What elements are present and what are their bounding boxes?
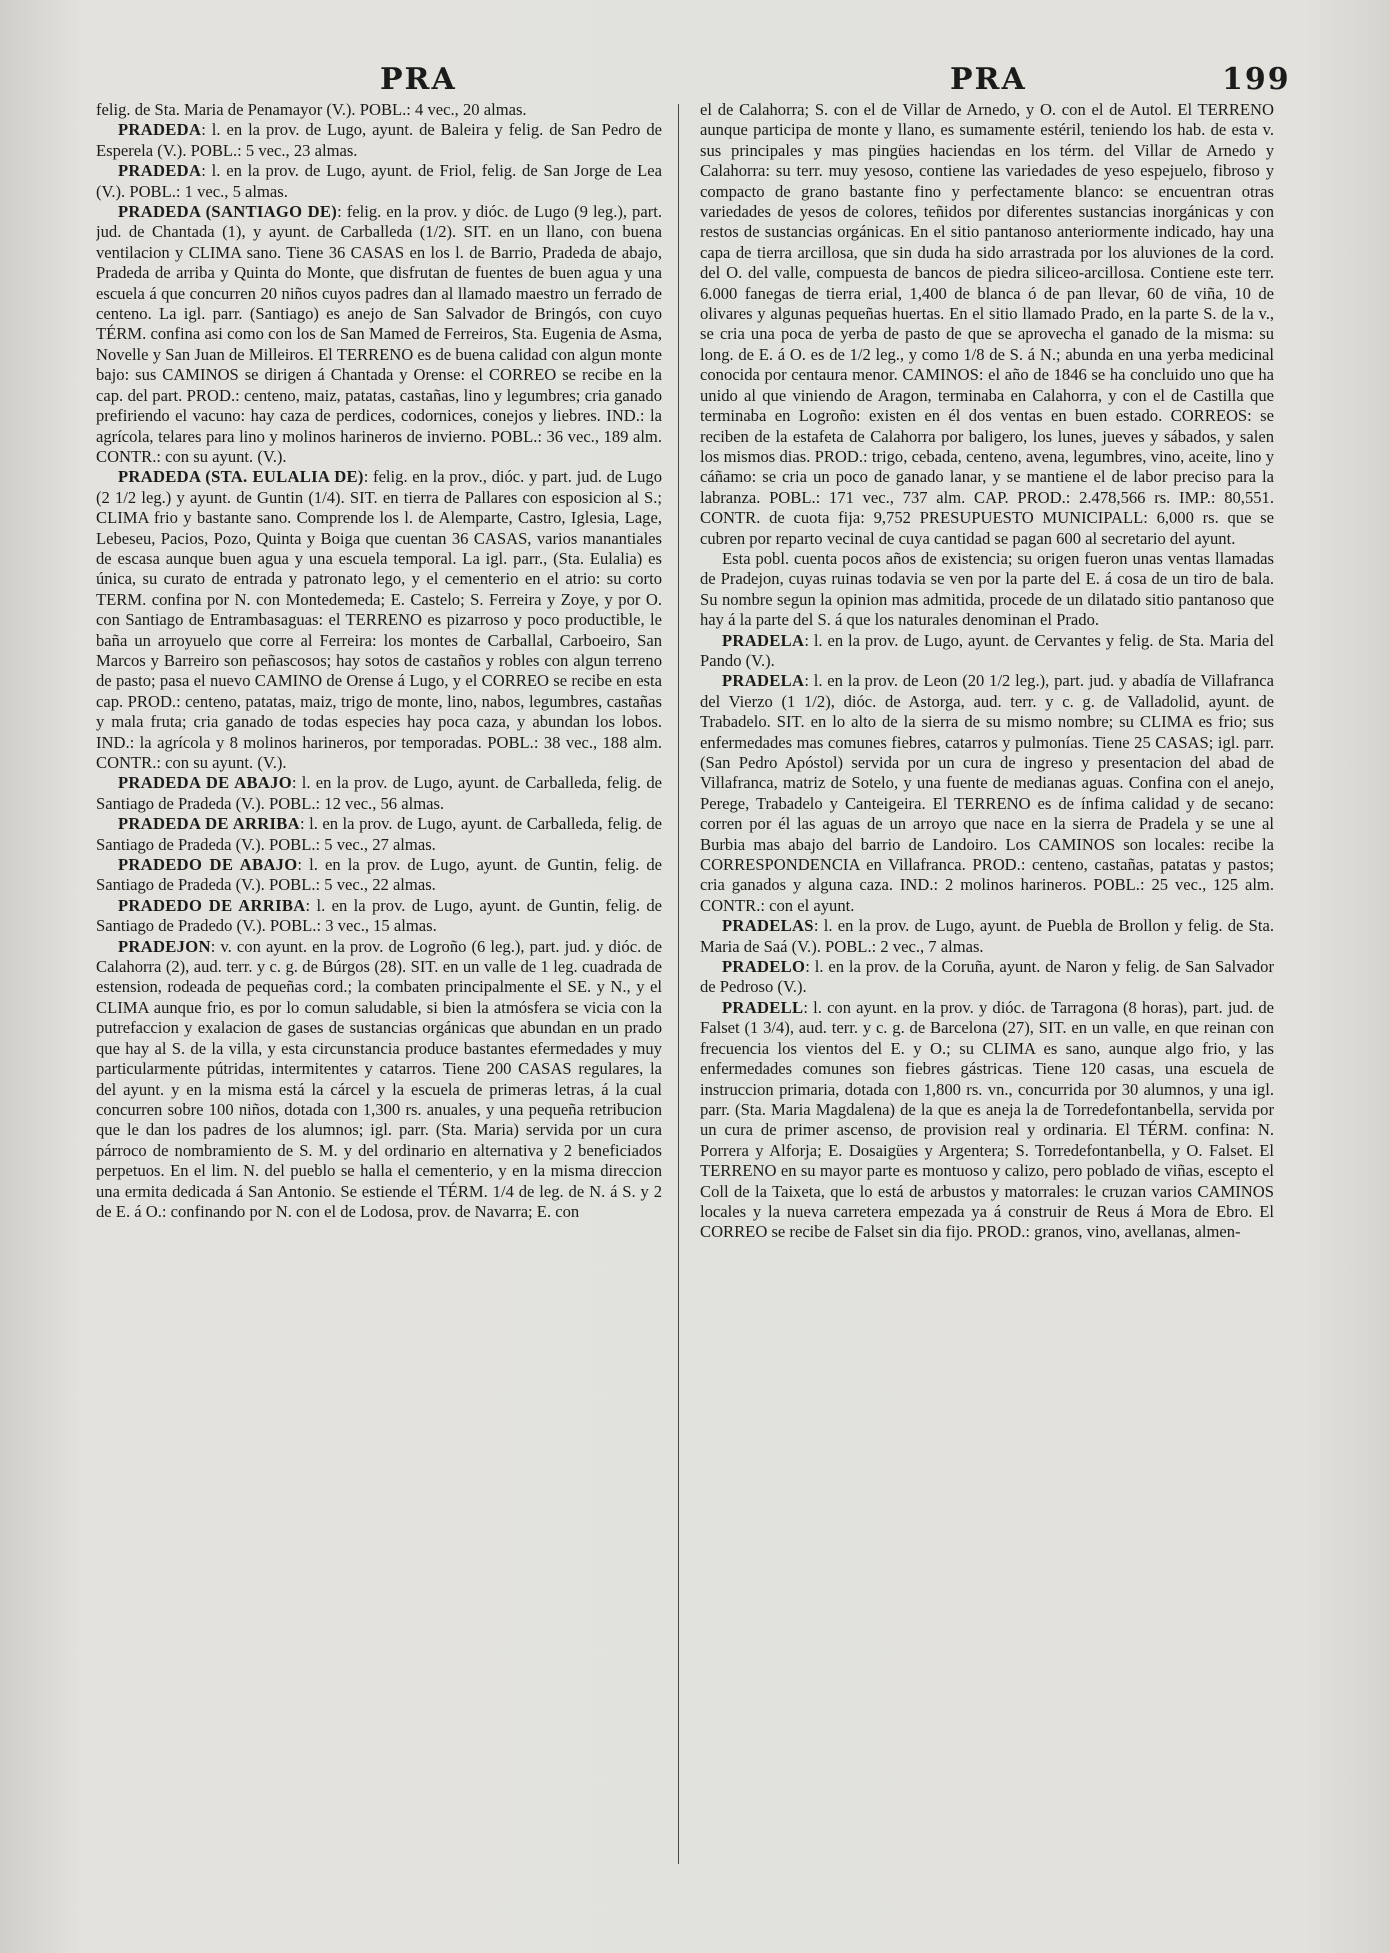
- entry-text: : l. en la prov. de Lugo, ayunt. de Puebla de Brollon y felig. de Sta. Maria de Saá (V.). POBL.: 2 vec., 7 almas.: [700, 916, 1274, 956]
- dictionary-entry: [700, 957, 1274, 998]
- entry-text: : l. en la prov. de la Coruña, ayunt. de Naron y felig. de San Salvador de Pedroso (V.).: [700, 957, 1274, 997]
- dictionary-entry: [700, 998, 1274, 1243]
- entry-text: : l. en la prov. de Lugo, ayunt. de Carballeda, felig. de Santiago de Pradeda (V.). POBL.: 12 vec., 56 almas.: [96, 773, 662, 813]
- entry-text: el de Calahorra; S. con el de Villar de Arnedo, y O. con el de Autol. El TERRENO aunque participa de monte y llano, es sumamente estéril, teniendo los hab. de esta v. sus principales y mas pingües haciendas en los térm. del Villar de Arnedo y Calahorra: su terr. muy yesoso, contiene las variedades de yeso espejuelo, fibroso y compacto de grano bastante fino y perfectamente blanco: se encuentran otras variedades de yesos de colores, teñidos por diferentes sustancias inorgánicas y con restos de sustancias orgánicas. En el sitio pantanoso anteriormente indicado, hay una capa de tierra arcillosa, que sin duda ha sido arrastrada por los aluviones de la cord. del O. del valle, compuesta de bancos de piedra siliceo-arcillosa. Contiene este terr. 6.000 fanegas de tierra erial, 1,400 de blanca ó de pan llevar, 60 de viña, 10 de olivares y algunas pequeñas huertas. En el sitio llamado Prado, en la parte S. de la v., se cria una poca de yerba de pasto de que se aprovecha el ganado de la misma: su long. de E. á O. es de 1/2 leg., y como 1/8 de S. á N.; abunda en una yerba medicinal conocida por centaura menor. CAMINOS: el año de 1846 se ha concluido uno que ha unido al que viniendo de Aragon, terminaba en Calahorra, y con el de Castilla que terminaba en Logroño: existen en él dos ventas en buen estado. CORREOS: se reciben de la estafeta de Calahorra por baligero, los lunes, jueves y sábados, y salen los mismos dias. PROD.: trigo, cebada, centeno, avena, legumbres, vino, aceite, lino y cáñamo: se cria un poco de ganado lanar, y se mantiene el de labor preciso para la labranza. POBL.: 171 vec., 737 alm. CAP. PROD.: 2.478,566 rs. IMP.: 80,551. CONTR. de cuota fija: 9,752 PRESUPUESTO MUNICIPALL: 6,000 rs. que se cubren por reparto vecinal de cuya cantidad se pagan 600 al secretario del ayunt.: [700, 100, 1274, 548]
- column-rule: [678, 104, 679, 1864]
- entry-headword: PRADEDA DE ABAJO: [118, 773, 292, 793]
- dictionary-entry: [96, 896, 662, 937]
- dictionary-entry: [96, 202, 662, 467]
- dictionary-entry: [96, 120, 662, 161]
- entry-text: : l. en la prov. de Lugo, ayunt. de Friol, felig. de San Jorge de Lea (V.). POBL.: 1 vec., 5 almas.: [96, 161, 662, 201]
- entry-headword: PRADEDA: [118, 161, 202, 181]
- entry-headword: PRADEJON: [118, 936, 211, 956]
- running-head-left: PRA: [380, 62, 457, 97]
- entry-text: : felig. en la prov. y dióc. de Lugo (9 leg.), part. jud. de Chantada (1), y ayunt. de Carballeda (1/2). SIT. en un llano, con buena ventilacion y CLIMA sano. Tiene 36 CASAS en los l. de Barrio, Pradeda de abajo, Pradeda de arriba y Quinta do Monte, que disfrutan de fuentes de buen agua y una escuela á que concurren 20 niños cuyos padres dan al llamado maestro un ferrado de centeno. La igl. parr. (Santiago) es anejo de San Salvador de Bringós, con cuyo TÉRM. confina asi como con los de San Mamed de Ferreiros, Sta. Eugenia de Asma, Novelle y San Juan de Milleiros. El TERRENO es de buena calidad con algun monte bajo: sus CAMINOS se dirigen á Chantada y Orense: el CORREO se recibe en la cap. del part. PROD.: centeno, maiz, patatas, castañas, lino y legumbres; cria ganado prefiriendo el vacuno: hay caza de perdices, codornices, conejos y liebres. IND.: la agrícola, telares para lino y molinos harineros de invierno. POBL.: 36 vec., 189 alm. CONTR.: con su ayunt. (V.).: [96, 202, 662, 466]
- entry-text: felig. de Sta. Maria de Penamayor (V.). POBL.: 4 vec., 20 almas.: [96, 100, 527, 119]
- dictionary-entry: [96, 773, 662, 814]
- dictionary-entry: [96, 467, 662, 773]
- dictionary-entry: [96, 937, 662, 1223]
- entry-headword: PRADEDA: [118, 120, 202, 140]
- entry-headword: PRADELA: [722, 671, 805, 691]
- entry-text: : l. con ayunt. en la prov. y dióc. de Tarragona (8 horas), part. jud. de Falset (1 3/4), aud. terr. y c. g. de Barcelona (27), SIT. en un valle, en que reinan con frecuencia los vientos del E. y O.; su CLIMA es sano, aunque algo frio, y las enfermedades comunes son fiebres gástricas. Tiene 120 casas, una escuela de instruccion primaria, dotada con 1,800 rs. vn., concurrida por 30 alumnos, y una igl. parr. (Sta. Maria Magdalena) de la que es aneja la de Torredefontanbella, servida por un cura de primer ascenso, de provision real y ordinaria. El TÉRM. confina: N. Porrera y Alforja; E. Dosaigües y Argentera; S. Torredefontanbella, y O. Falset. El TERRENO en su mayor parte es montuoso y calizo, pero poblado de viñas, esceptо el Coll de la Taixeta, que lo está de arbustos y matorrales: le cruzan varios CAMINOS locales y la nueva carretera empezada ya á construir de Reus á Mora de Ebro. El CORREO se recibe de Falset sin dia fijo. PROD.: granos, vino, avellanas, almen-: [700, 997, 1274, 1242]
- entry-headword: PRADEDO DE ABAJO: [118, 855, 298, 875]
- left-column: [96, 100, 662, 1900]
- dictionary-entry: [96, 100, 662, 120]
- entry-text: : l. en la prov. de Lugo, ayunt. de Cervantes y felig. de Sta. Maria del Pando (V.).: [700, 630, 1274, 670]
- entry-headword: PRADEDA DE ARRIBA: [118, 814, 300, 834]
- entry-text: : l. en la prov. de Lugo, ayunt. de Guntin, felig. de Santiago de Pradedo (V.). POBL.: 3 vec., 15 almas.: [96, 895, 662, 936]
- dictionary-entry: [700, 671, 1274, 916]
- dictionary-entry: [96, 855, 662, 896]
- entry-headword: PRADELA: [722, 630, 805, 650]
- entry-text: : l. en la prov. de Leon (20 1/2 leg.), part. jud. y abadía de Villafranca del Vierzo (1 1/2), dióc. de Astorga, aud. terr. y c. g. de Valladolid, ayunt. de Trabadelo. SIT. en lo alto de la sierra de su mismo nombre; su CLIMA es frio; sus enfermedades mas comunes fiebres, catarros y pulmonías. Tiene 25 CASAS; igl. parr. (San Pedro Apóstol) servida por un cura de ingreso y presentacion del abad de Villafranca, matriz de Sotelo, y una fuente de medianas aguas. Confina con el anejo, Perege, Trabadelo y Canteigeira. El TERRENO es de ínfima calidad y de secano: corren por él las aguas de un arroyo que nace en la sierra de Pradela y se une al Burbia mas abajo del barrio de Landoiro. Los CAMINOS son locales: recibe la CORRESPONDENCIA en Villafranca. PROD.: centeno, castañas, patatas y pastos; cria ganados y alguna caza. IND.: 2 molinos harineros. POBL.: 25 vec., 125 alm. CONTR.: con el ayunt.: [700, 671, 1274, 915]
- entry-headword: PRADEDA (SANTIAGO DE): [118, 202, 338, 222]
- page-number: 199: [1222, 62, 1291, 97]
- dictionary-entry: [700, 916, 1274, 957]
- entry-text: : l. en la prov. de Lugo, ayunt. de Baleira y felig. de San Pedro de Esperela (V.). POBL.: 5 vec., 23 almas.: [96, 120, 662, 160]
- entry-text: Esta pobl. cuenta pocos años de existencia; su origen fueron unas ventas llamadas de Pradejon, cuyas ruinas todavia se ven por la parte del E. á cosa de un tiro de bala. Su nombre segun la opinion mas admitida, procede de un dilatado sitio pantanoso que hay á la parte del S. á que los naturales denominan el Prado.: [700, 548, 1274, 630]
- dictionary-entry: [700, 100, 1274, 549]
- entry-headword: PRADEDO DE ARRIBA: [118, 895, 306, 915]
- entry-text: : v. con ayunt. en la prov. de Logroño (6 leg.), part. jud. y dióc. de Calahorra (2), aud. terr. y c. g. de Búrgos (28). SIT. en un valle de 1 leg. cuadrada de estension, rodeada de pequeñas cord.; la combaten principalmente el SE. y N., y el CLIMA aunque frio, es por lo comun saludable, si bien la atmósfera se vicia con la putrefaccion y exalacion de gases de sustancias orgánicas que abundan en un prado que hay al S. de la villa, y esta circunstancia produce bastantes efermedades y muy particularmente pútridas, intermitentes y catarros. Tiene 200 CASAS regulares, la del ayunt. y en la misma está la cárcel y la escuela de primeras letras, á la cual concurren sobre 100 niños, dotada con 1,300 rs. anuales, y una pequeña retribucion que le dan los padres de los alumnos; igl. parr. (Sta. Maria) servida por un cura párroco de nombramiento de S. M. y del ordinario en alternativa y 2 beneficiados perpetuos. En el lim. N. del pueblo se halla el cementerio, y en la misma direccion una ermita dedicada á San Antonio. Se estiende el TÉRM. 1/4 de leg. de N. á S. y 2 de E. á O.: confinando por N. con el de Lodosa, prov. de Navarra; E. con: [96, 936, 662, 1221]
- entry-text: : felig. en la prov., dióc. y part. jud. de Lugo (2 1/2 leg.) y ayunt. de Guntin (1/4). SIT. en tierra de Pallares con esposicion al S.; CLIMA frio y bastante sano. Comprende los l. de Alemparte, Castro, Iglesia, Lage, Lebeseu, Pacios, Pozo, Quinta y Boiga que cuentan 36 CASAS, varios manantiales de escasa aunque buen agua y una escuela temporal. La igl. parr., (Sta. Eulalia) es única, su curato de entrada y patronato lego, y el cementerio en el atrio: su corto TERM. confina por N. con Montedemeda; E. Castelo; S. Ferreira y Zoye, y por O. con Santiago de Entrambasaguas: el TERRENO es pizarroso y poco productible, le baña un arroyuelo que corre al Ferreira: los montes de Carballal, Carboeiro, San Marcos y Barreiro son peñascosos; hay sotos de castaños y robles con algun terreno de pasto; pasa el nuevo CAMINO de Orense á Lugo, y el CORREO se recibe en esta cap. PROD.: centeno, patatas, maiz, trigo de monte, lino, nabos, legumbres, castañas y mala fruta; cria ganado de todas especies hay poca caza, y abundan los lobos. IND.: la agrícola y 8 molinos harineros, por temporadas. POBL.: 38 vec., 188 alm. CONTR.: con su ayunt. (V.).: [96, 467, 662, 772]
- entry-headword: PRADEDA (STA. EULALIA DE): [118, 467, 364, 487]
- running-head-right: PRA: [950, 62, 1027, 97]
- dictionary-entry: [96, 161, 662, 202]
- entry-headword: PRADELAS: [722, 916, 814, 936]
- right-column: [700, 100, 1274, 1900]
- entry-headword: PRADELO: [722, 957, 806, 977]
- entry-headword: PRADELL: [722, 997, 804, 1017]
- entry-text: : l. en la prov. de Lugo, ayunt. de Carballeda, felig. de Santiago de Pradeda (V.). POBL.: 5 vec., 27 almas.: [96, 814, 662, 854]
- dictionary-entry: [96, 814, 662, 855]
- dictionary-entry: [700, 631, 1274, 672]
- dictionary-entry: [700, 549, 1274, 631]
- entry-text: : l. en la prov. de Lugo, ayunt. de Guntin, felig. de Santiago de Pradeda (V.). POBL.: 5 vec., 22 almas.: [96, 855, 662, 895]
